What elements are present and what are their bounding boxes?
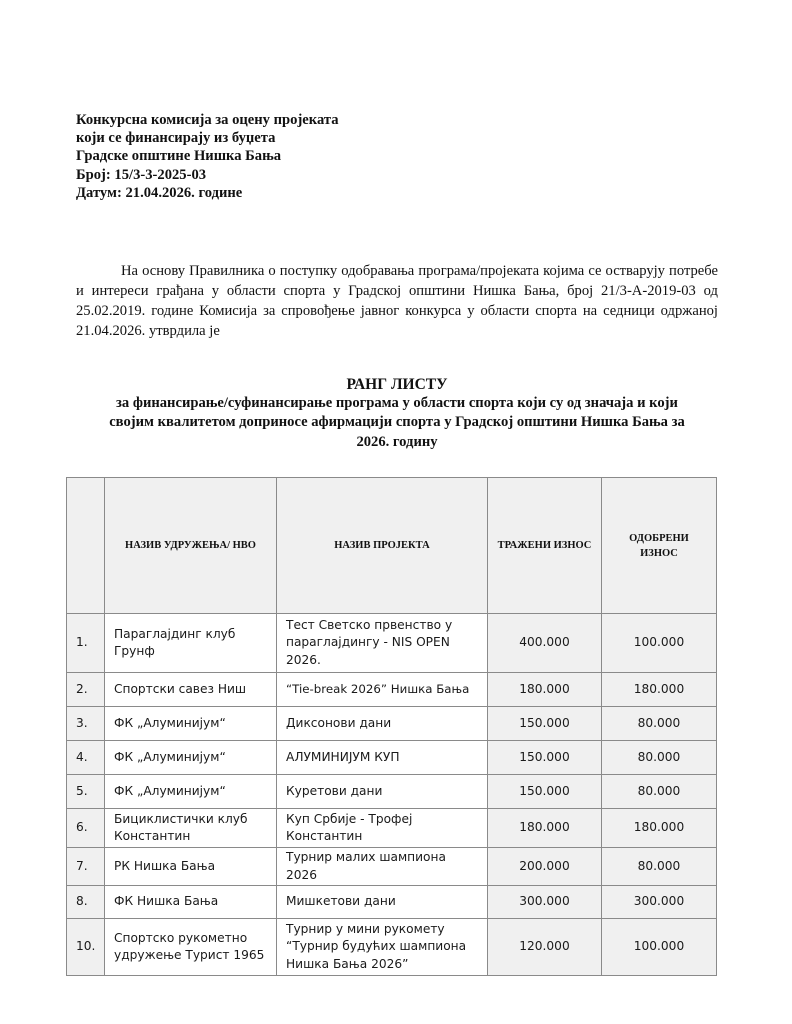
document-subtitle-line-2: својим квалитетом доприносе афирмацији спорта у Градској општини Нишка Бања за: [109, 414, 685, 431]
association-name: Спортски савез Ниш: [105, 673, 277, 707]
requested-amount: 150.000: [488, 775, 602, 809]
ranking-table: [66, 477, 717, 976]
document-date: Датум: 21.04.2026. године: [76, 184, 243, 201]
approved-amount: 80.000: [602, 848, 717, 886]
document-title-block: [76, 375, 718, 452]
committee-name-line-3: Градске општине Нишка Бања: [76, 148, 282, 165]
requested-amount: 180.000: [488, 809, 602, 848]
association-name: РК Нишка Бања: [105, 848, 277, 886]
table-row: [67, 848, 717, 886]
intro-paragraph: На основу Правилника о поступку одобравања програма/пројеката којима се остварују потребе и интереси грађана у области спорта у Градској општини Нишка Бања, број 21/3-А-2019-03 од 25.02.2019. године Комисија за спровођење јавног конкурса у области спорта на седници одржаној 21.04.2026. утврдила је: [76, 263, 718, 339]
approved-amount: 80.000: [602, 741, 717, 775]
association-name: Параглајдинг клуб Грунф: [105, 614, 277, 673]
row-number: 5.: [67, 775, 105, 809]
requested-amount: 150.000: [488, 707, 602, 741]
project-name: Куп Србије - Трофеј Константин: [277, 809, 488, 848]
approved-amount: 300.000: [602, 886, 717, 919]
approved-amount: 180.000: [602, 809, 717, 848]
association-name: Бициклистички клуб Константин: [105, 809, 277, 848]
project-name: АЛУМИНИЈУМ КУП: [277, 741, 488, 775]
association-name: ФК „Алуминијум“: [105, 707, 277, 741]
row-number: 7.: [67, 848, 105, 886]
project-name: Турнир у мини рукомету “Турнир будућих шампиона Нишка Бања 2026”: [277, 919, 488, 976]
requested-amount: 150.000: [488, 741, 602, 775]
row-number: 4.: [67, 741, 105, 775]
row-number: 3.: [67, 707, 105, 741]
project-name: Мишкетови дани: [277, 886, 488, 919]
approved-amount: 100.000: [602, 919, 717, 976]
column-header-approved: ОДОБРЕНИ ИЗНОС: [602, 478, 717, 614]
document-subtitle-line-3: 2026. годину: [356, 433, 438, 450]
committee-name-line-2: који се финансирају из буџета: [76, 130, 276, 147]
column-header-requested: ТРАЖЕНИ ИЗНОС: [488, 478, 602, 614]
project-name: Турнир малих шампиона 2026: [277, 848, 488, 886]
committee-header: [76, 111, 339, 202]
table-row: [67, 673, 717, 707]
association-name: ФК „Алуминијум“: [105, 741, 277, 775]
row-number: 8.: [67, 886, 105, 919]
document-title: РАНГ ЛИСТУ: [346, 376, 448, 393]
requested-amount: 300.000: [488, 886, 602, 919]
requested-amount: 120.000: [488, 919, 602, 976]
approved-amount: 100.000: [602, 614, 717, 673]
row-number: 2.: [67, 673, 105, 707]
table-row: [67, 919, 717, 976]
association-name: Спортско рукометно удружење Турист 1965: [105, 919, 277, 976]
association-name: ФК „Алуминијум“: [105, 775, 277, 809]
table-row: [67, 886, 717, 919]
requested-amount: 200.000: [488, 848, 602, 886]
approved-amount: 180.000: [602, 673, 717, 707]
requested-amount: 400.000: [488, 614, 602, 673]
project-name: Куретови дани: [277, 775, 488, 809]
table-header-row: [67, 478, 717, 614]
column-header-association: НАЗИВ УДРУЖЕЊА/ НВО: [105, 478, 277, 614]
table-row: [67, 741, 717, 775]
table-row: [67, 809, 717, 848]
document-subtitle-line-1: за финансирање/суфинансирање програма у области спорта који су од значаја и који: [116, 395, 678, 412]
column-header-number: [67, 478, 105, 614]
document-number: Број: 15/3-3-2025-03: [76, 166, 207, 183]
table-row: [67, 775, 717, 809]
project-name: Тест Светско првенство у параглајдингу - NIS OPEN 2026.: [277, 614, 488, 673]
requested-amount: 180.000: [488, 673, 602, 707]
column-header-project: НАЗИВ ПРОЈЕКТА: [277, 478, 488, 614]
table-row: [67, 707, 717, 741]
project-name: “Tie-break 2026” Нишка Бања: [277, 673, 488, 707]
approved-amount: 80.000: [602, 775, 717, 809]
project-name: Диксонови дани: [277, 707, 488, 741]
row-number: 10.: [67, 919, 105, 976]
table-row: [67, 614, 717, 673]
row-number: 1.: [67, 614, 105, 673]
approved-amount: 80.000: [602, 707, 717, 741]
association-name: ФК Нишка Бања: [105, 886, 277, 919]
committee-name-line-1: Конкурсна комисија за оцену пројеката: [76, 112, 339, 128]
row-number: 6.: [67, 809, 105, 848]
